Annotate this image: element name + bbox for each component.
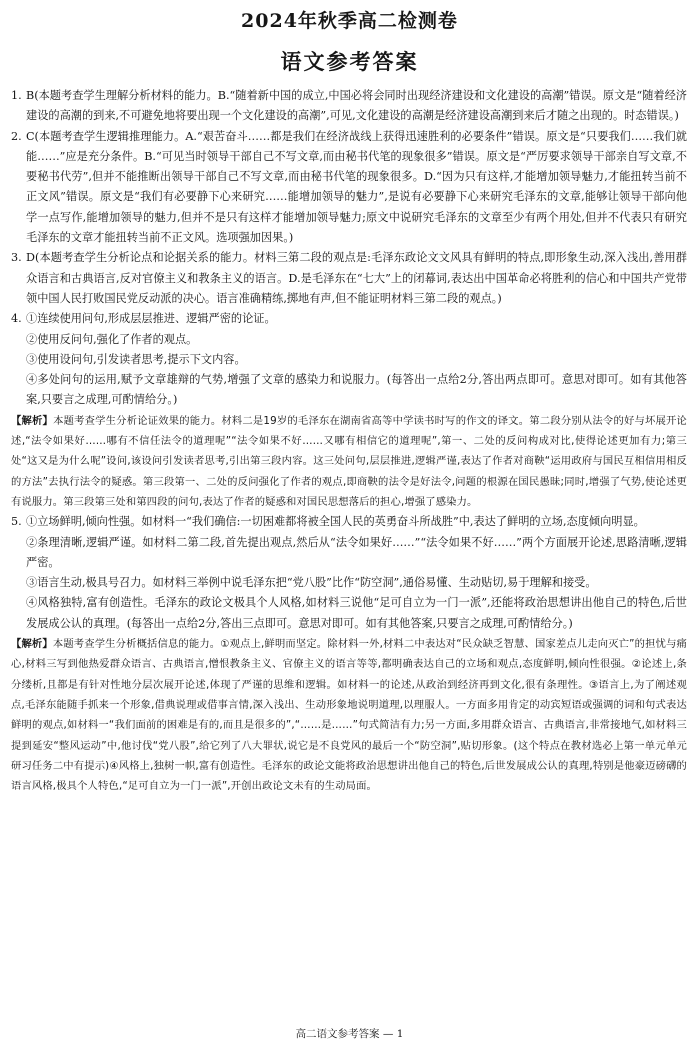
answer-point: ③语言生动,极具号召力。如材料三举例中说毛泽东把“党八股”比作“防空洞”,通俗易懂、生动贴切,易于理解和接受。: [26, 576, 597, 590]
answer-item-1: [11, 86, 687, 127]
answer-point: ②使用反问句,强化了作者的观点。: [26, 332, 198, 346]
answer-item-2: [11, 127, 687, 249]
answer-item-3: [11, 248, 687, 309]
page-title: 2024年秋季高二检测卷: [241, 10, 458, 32]
answer-number: 4.: [11, 312, 22, 326]
answer-point: ①连续使用问句,形成层层推进、逻辑严密的论证。: [26, 312, 276, 326]
analysis-text: 本题考查学生分析论证效果的能力。材料二是19岁的毛泽东在湖南省高等中学读书时写的作文的译文。第二段分别从法令的好与坏展开论述,“法令如果好……哪有不信任法令的道理呢”“法令如果不好……又哪有相信它的道理呢”,第一、二处的反问构成对比,使得论述更加有力;第三处“这又是为什么呢”设问,该设问引发读者思考,引出第三段内容。这三处问句,层层推进,逻辑严谨,表达了作者对商鞅“运用政府与国民互相信用相反的方法”去执行法令的疑惑。第三段第一、二处的反问强化了作者的观点,即商鞅的法令是好法令,问题的根源在国民愚昧;同时,增强了气势,使论述更有说服力。第三段第三处和第四段的问句,表达了作者的疑惑和对国民思想落后的担心,增强了感染力。: [11, 414, 687, 508]
page-footer: 高二语文参考答案 — 1: [295, 1028, 404, 1040]
answer-point: ④多处问句的运用,赋予文章雄辩的气势,增强了文章的感染力和说服力。(每答出一点给2分,答出两点即可。意思对即可。如有其他答案,只要言之成理,可酌情给分。): [26, 373, 687, 407]
answer-text: B(本题考查学生理解分析材料的能力。B.“随着新中国的成立,中国必将会同时出现经济建设和文化建设的高潮”错误。原文是“随着经济建设的高潮的到来,不可避免地将要出现一个文化建设的高潮”,可见,文化建设的高潮是经济建设高潮到来后才随之出现的。时态错误。): [26, 89, 687, 123]
answer-number: 5.: [11, 515, 22, 529]
answer-item-5: [11, 512, 687, 532]
answer-point: ②条理清晰,逻辑严谨。如材料二第二段,首先提出观点,然后从“法令如果好……”“法令如果不好……”两个方面展开论述,思路清晰,逻辑严密。: [26, 535, 687, 569]
answer-item-4: [11, 309, 687, 329]
answer-body: [11, 86, 687, 796]
page-subtitle: 语文参考答案: [280, 49, 419, 74]
answer-number: 2.: [11, 129, 22, 143]
analysis-tag: 【解析】: [11, 638, 53, 651]
answer-point: ③使用设问句,引发读者思考,提示下文内容。: [26, 352, 246, 366]
answer-text: D(本题考查学生分析论点和论据关系的能力。材料三第二段的观点是:毛泽东政论文文风具有鲜明的特点,即形象生动,深入浅出,善用群众语言和古典语言,反对官僚主义和教条主义的语言。D.是毛泽东在“七大”上的闭幕词,表达出中国革命必将胜利的信心和中国共产党带领中国人民打败国民党反动派的决心。语言准确精练,掷地有声,但不能证明材料三第二段的观点。): [26, 251, 687, 305]
analysis-tag: 【解析】: [11, 414, 54, 427]
analysis-text: 本题考查学生分析概括信息的能力。①观点上,鲜明而坚定。除材料一外,材料二中表达对“民众缺乏智慧、国家差点儿走向灭亡”的担忧与痛心,材料三写到他热爱群众语言、古典语言,憎恨教条主义、官僚主义的语言等等,都明确表达自己的立场和观点,态度鲜明,倾向性很强。②论述上,条分缕析,且都是有针对性地分层次展开论述,体现了严谨的思维和逻辑。如材料一的论述,从政治到经济再到文化,很有条理性。③语言上,为了阐述观点,毛泽东能随手抓来一个形象,借典说理或借事言情,深入浅出、生动形象地说明道理,以理服人。一方面多用肯定的动宾短语或强调的词和句式表达鲜明的观点,如材料一“我们面前的困难是有的,而且是很多的”,“……是……”句式简洁有力;另一方面,多用群众语言、古典语言,非常接地气,如材料三提到延安“整风运动”中,他讨伐“党八股”,给它列了八大罪状,说它是不良党风的最后一个“防空洞”,贴切形象。(这个特点在教材选必上第一单元单元研习任务二中有提示)④风格上,独树一帜,富有创造性。毛泽东的政论文能将政治思想讲出他自己的特色,后世发展成公认的真理,特别是他豪迈磅礴的语言风格,极具个人特色,“足可自立为一门一派”,开创出政论文未有的生动局面。: [11, 638, 687, 793]
answer-number: 3.: [11, 251, 22, 265]
answer-text: C(本题考查学生逻辑推理能力。A.“艰苦奋斗……都是我们在经济战线上获得迅速胜利的必要条件”错误。原文是“只要我们……我们就能……”应是充分条件。B.“可见当时领导干部自己不写文章,而由秘书代笔的现象很多”错误。原文是“严厉要求领导干部亲自写文章,不要秘书代劳”,但并不能推断出领导干部自己不写文章,而由秘书代笔的现象很多。D.“因为只有这样,才能增加领导魅力,才能扭转当前不正文风”错误。原文是“我们有必要静下心来研究……能增加领导的魅力”,是说有必要静下心来研究毛泽东的文章,能够让领导干部向他学一点写作,能增加领导的魅力,但并不是只有这样才能增加领导魅力;原文中说研究毛泽东的文章至少有两个用处,但并不代表只有研究毛泽东的文章才能扭转当前不正文风。选项强加因果。): [26, 129, 687, 245]
analysis-block-4: [11, 411, 687, 512]
answer-number: 1.: [11, 89, 22, 102]
answer-point: ①立场鲜明,倾向性强。如材料一“我们确信:一切困难都将被全国人民的英勇奋斗所战胜”中,表达了鲜明的立场,态度倾向明显。: [26, 515, 645, 529]
answer-point: ④风格独特,富有创造性。毛泽东的政论文极具个人风格,如材料三说他“足可自立为一门一派”,还能将政治思想讲出他自己的特色,后世发展成公认的真理。(每答出一点给2分,答出三点即可。意思对即可。如有其他答案,只要言之成理,可酌情给分。): [26, 596, 687, 630]
analysis-block-5: [11, 634, 687, 796]
